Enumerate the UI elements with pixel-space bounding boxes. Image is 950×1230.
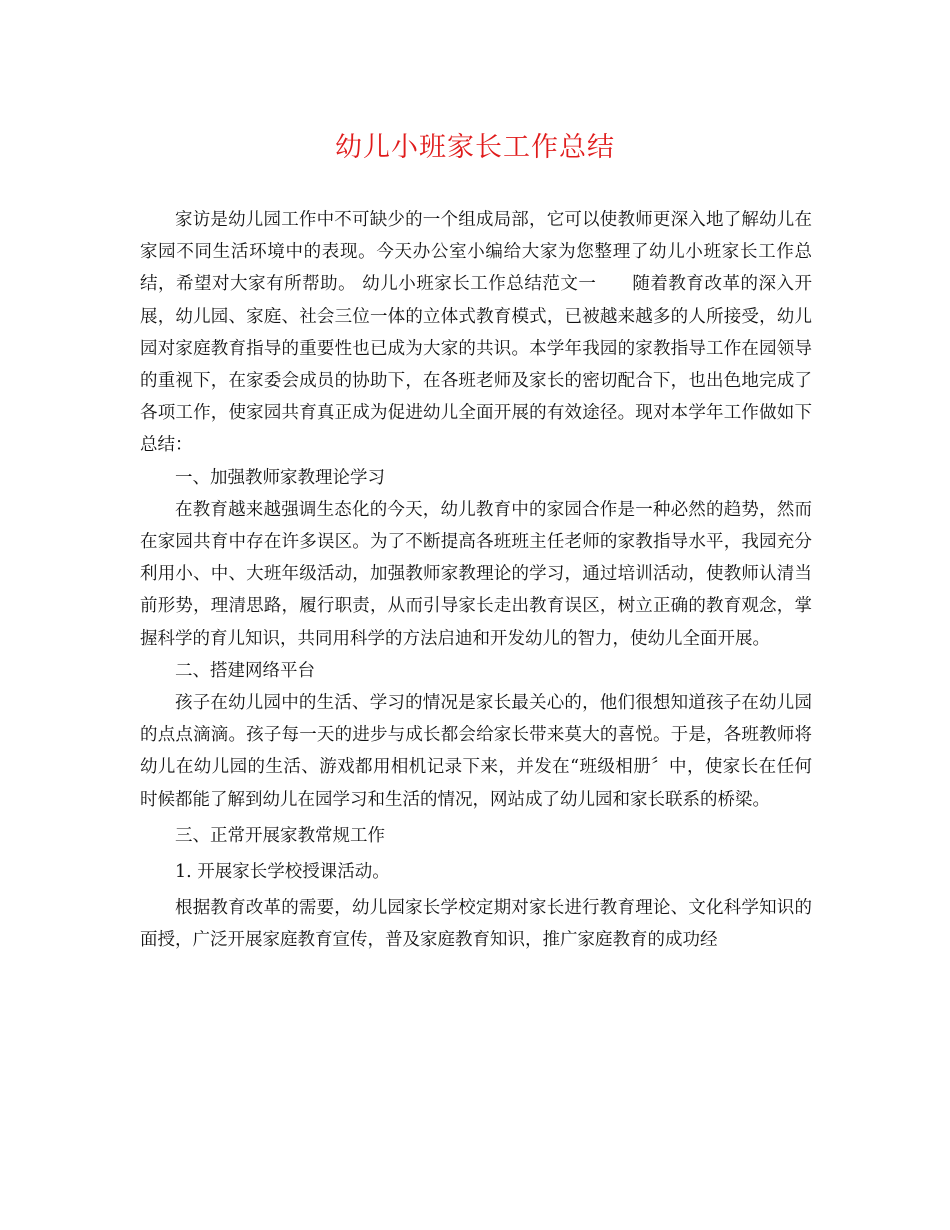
intro-paragraph: 家访是幼儿园工作中不可缺少的一个组成局部，它可以使教师更深入地了解幼儿在家园不同生活环境中的表现。今天办公室小编给大家为您整理了幼儿小班家长工作总结，希望对大家有所帮助。 幼儿小班家长工作总结范文一 随着教育改革的深入开展，幼儿园、家庭、社会三位一体的立体式教育模式，已被越来越多的人所接受，幼儿园对家庭教育指导的重要性也已成为大家的共识。本学年我园的家教指导工作在园领导的重视下，在家委会成员的协助下，在各班老师及家长的密切配合下，也出色地完成了各项工作，使家园共育真正成为促进幼儿全面开展的有效途径。现对本学年工作做如下总结：	[140, 210, 812, 456]
section-paragraph-3: 根据教育改革的需要，幼儿园家长学校定期对家长进行教育理论、文化科学知识的面授，广泛开展家庭教育宣传，普及家庭教育知识，推广家庭教育的成功经	[140, 898, 812, 951]
document-title: 幼儿小班家长工作总结	[335, 132, 615, 163]
section-paragraph-1: 在教育越来越强调生态化的今天，幼儿教育中的家园合作是一种必然的趋势，然而在家园共育中存在许多误区。为了不断提高各班班主任老师的家教指导水平，我园充分利用小、中、大班年级活动，加强教师家教理论的学习，通过培训活动，使教师认清当前形势，理清思路，履行职责，从而引导家长走出教育误区，树立正确的教育观念，掌握科学的育儿知识，共同用科学的方法启迪和开发幼儿的智力，使幼儿全面开展。	[140, 499, 812, 649]
section-heading-3: 三、正常开展家教常规工作	[175, 825, 385, 846]
document-body	[140, 204, 812, 957]
section-paragraph-2: 孩子在幼儿园中的生活、学习的情况是家长最关心的，他们很想知道孩子在幼儿园的点点滴滴。孩子每一天的进步与成长都会给家长带来莫大的喜悦。于是，各班教师将幼儿在幼儿园的生活、游戏都用相机记录下来，并发在“班级相册〞中，使家长在任何时候都能了解到幼儿在园学习和生活的情况，网站成了幼儿园和家长联系的桥梁。	[140, 693, 812, 810]
subsection-heading-3-1: 1. 开展家长学校授课活动。	[175, 862, 390, 883]
section-heading-2: 二、搭建网络平台	[175, 660, 315, 681]
section-heading-1: 一、加强教师家教理论学习	[175, 467, 385, 488]
